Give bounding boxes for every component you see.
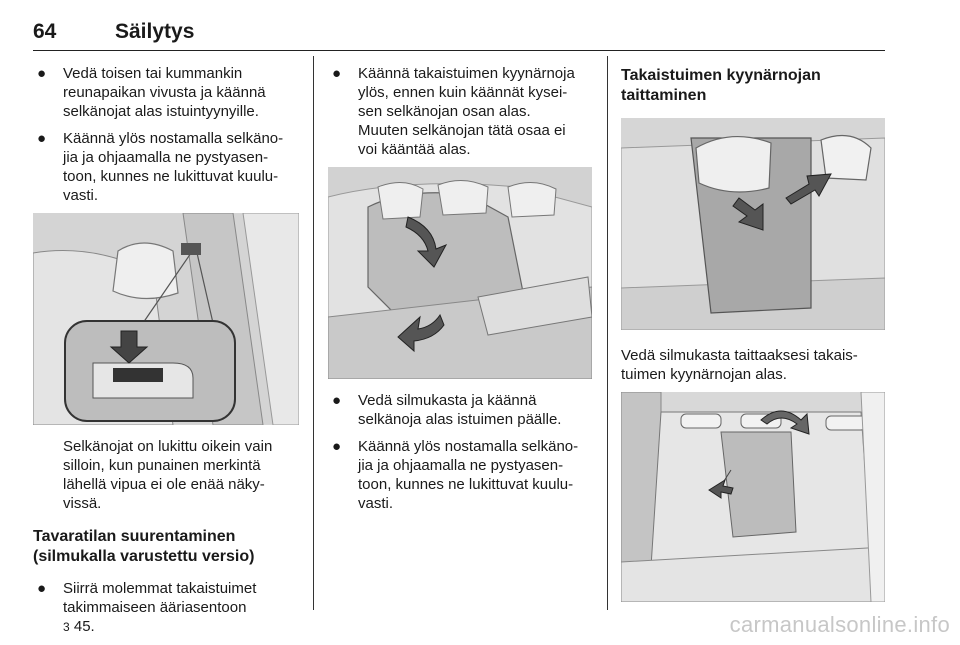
list-item: ● Vedä silmukasta ja käännä selkänoja alas istuimen päälle. — [332, 392, 562, 428]
bullet-icon: ● — [332, 65, 342, 82]
bullet-icon: ● — [37, 580, 47, 597]
rear-seat-fold-illustration — [328, 167, 592, 379]
bullet-icon: ● — [332, 392, 342, 409]
list-item: ● Käännä takaistuimen kyynärnoja ylös, ennen kuin käännät kysei- sen selkänojan osan alas. Muuten selkänojan tätä osaa ei voi kääntää alas. — [332, 65, 575, 158]
section-heading: Tavaratilan suurentaminen (silmukalla varustettu versio) — [33, 528, 255, 565]
section-title: Säilytys — [115, 20, 195, 43]
list-item: ● Käännä ylös nostamalla selkäno- jia ja ohjaamalla ne pystyasen- toon, kunnes ne lukittuvat kuulu- vasti. — [332, 438, 579, 512]
column-divider — [607, 56, 608, 610]
page-reference[interactable]: 45. — [69, 618, 95, 635]
section-heading: Takaistuimen kyynärnojan taittaminen — [621, 67, 821, 104]
column-3 — [621, 64, 885, 614]
instruction-text: Vedä silmukasta taittaaksesi takais- tuimen kyynärnojan alas. — [621, 347, 858, 383]
page-reference-icon: 3 — [63, 620, 70, 634]
seat-lever-illustration — [33, 213, 299, 425]
bullet-icon: ● — [37, 65, 47, 82]
armrest-fold-illustration — [621, 118, 885, 330]
bullet-icon: ● — [37, 130, 47, 147]
cargo-area-illustration — [621, 392, 885, 602]
list-item: ● Siirrä molemmat takaistuimet takimmaiseen ääriasentoon 3 45. — [37, 580, 257, 635]
column-2 — [328, 64, 596, 521]
figure-caption: Selkänojat on lukittu oikein vain silloin, kun punainen merkintä lähellä vipua ei ole enää näky- vissä. — [63, 438, 273, 512]
watermark: carmanualsonline.info — [729, 612, 950, 637]
column-divider — [313, 56, 314, 610]
page-header — [33, 6, 885, 51]
list-item: ● Käännä ylös nostamalla selkäno- jia ja ohjaamalla ne pystyasen- toon, kunnes ne lukittuvat kuulu- vasti. — [37, 130, 284, 204]
list-item: ● Vedä toisen tai kummankin reunapaikan vivusta ja käännä selkänojat alas istuintyynyille. — [37, 65, 266, 120]
column-1 — [33, 64, 301, 645]
page-number: 64 — [33, 20, 57, 43]
bullet-icon: ● — [332, 438, 342, 455]
